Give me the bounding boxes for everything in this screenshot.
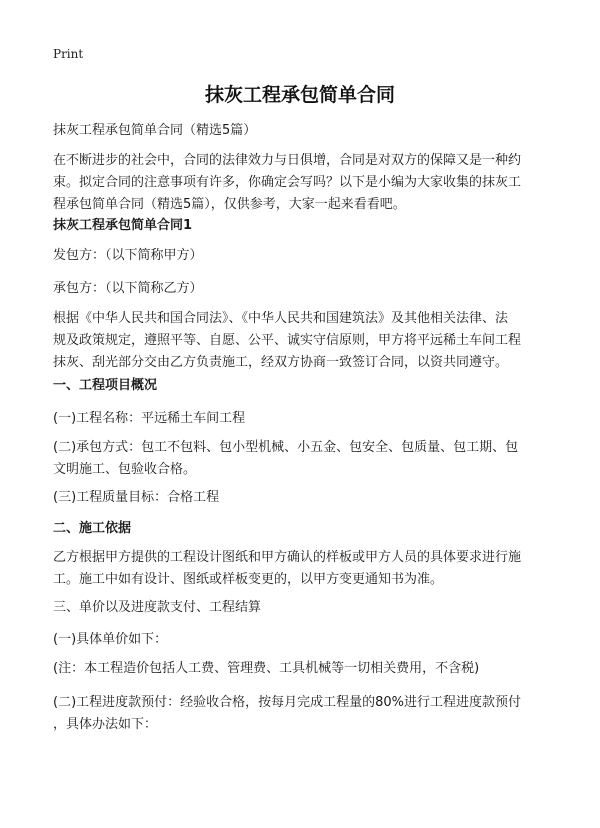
text-line: 工。施工中如有设计、图纸或样板变更的，以甲方变更通知书为准。	[53, 572, 444, 587]
section-heading	[53, 215, 553, 237]
text-line: 根据《中华人民共和国合同法》、《中华人民共和国建筑法》及其他相关法律、法	[53, 311, 509, 326]
text-line: 三、单价以及进度款支付、工程结算	[53, 600, 262, 615]
text-line: 抹灰工程承包简单合同（精选5篇）	[53, 123, 257, 138]
text-line: ，具体办法如下：	[53, 717, 158, 732]
text-line: 抹灰、刮光部分交由乙方负责施工，经双方协商一致签订合同，以资共同遵守。	[53, 355, 509, 370]
text-line: 束。拟定合同的注意事项有许多，你确定会写吗？以下是小编为大家收集的抹灰工	[53, 175, 522, 190]
section-heading	[53, 375, 553, 397]
text-line: 抹灰工程承包简单合同1	[53, 218, 193, 233]
text-line: (注：本工程造价包括人工费、管理费、工具机械等一切相关费用，不含税)	[53, 661, 480, 676]
text-line: (一)具体单价如下：	[53, 632, 168, 647]
text-line: 承包方：（以下简称乙方）	[53, 281, 203, 296]
text-line: (一)工程名称：平远稀土车间工程	[53, 411, 246, 426]
text-line: (二)承包方式：包工不包料、包小型机械、小五金、包安全、包质量、包工期、包	[53, 440, 519, 455]
paragraph	[53, 547, 553, 591]
text-line: 发包方：（以下简称甲方）	[53, 248, 203, 263]
paragraph	[53, 658, 553, 680]
text-line: 二、施工依据	[53, 521, 132, 536]
paragraph	[53, 408, 553, 430]
text-line: 文明施工、包验收合格。	[53, 462, 197, 477]
paragraph	[53, 245, 553, 267]
paragraph	[53, 437, 553, 481]
paragraph	[53, 278, 553, 300]
section-heading	[53, 518, 553, 540]
paragraph	[53, 487, 553, 509]
text-line: (二)工程进度款预付：经验收合格，按每月完成工程量的80%进行工程进度款预付	[53, 695, 522, 710]
paragraph	[53, 692, 553, 736]
text-line: 一、工程项目概况	[53, 378, 158, 393]
paragraph	[53, 120, 553, 142]
paragraph	[53, 308, 553, 374]
text-line: 在不断进步的社会中，合同的法律效力与日俱增，合同是对双方的保障又是一种约	[53, 153, 522, 168]
text-line: (三)工程质量目标：合格工程	[53, 490, 220, 505]
print-label[interactable]: Print	[53, 47, 84, 61]
paragraph	[53, 629, 553, 651]
text-line: 乙方根据甲方提供的工程设计图纸和甲方确认的样板或甲方人员的具体要求进行施	[53, 550, 522, 565]
document-title: 抹灰工程承包简单合同	[204, 84, 395, 106]
text-line: 程承包简单合同（精选5篇），仅供参考，大家一起来看看吧。	[53, 197, 406, 212]
text-line: 规及政策规定，遵照平等、自愿、公平、诚实守信原则，甲方将平远稀土车间工程	[53, 333, 522, 348]
paragraph	[53, 150, 553, 216]
paragraph	[53, 597, 553, 619]
